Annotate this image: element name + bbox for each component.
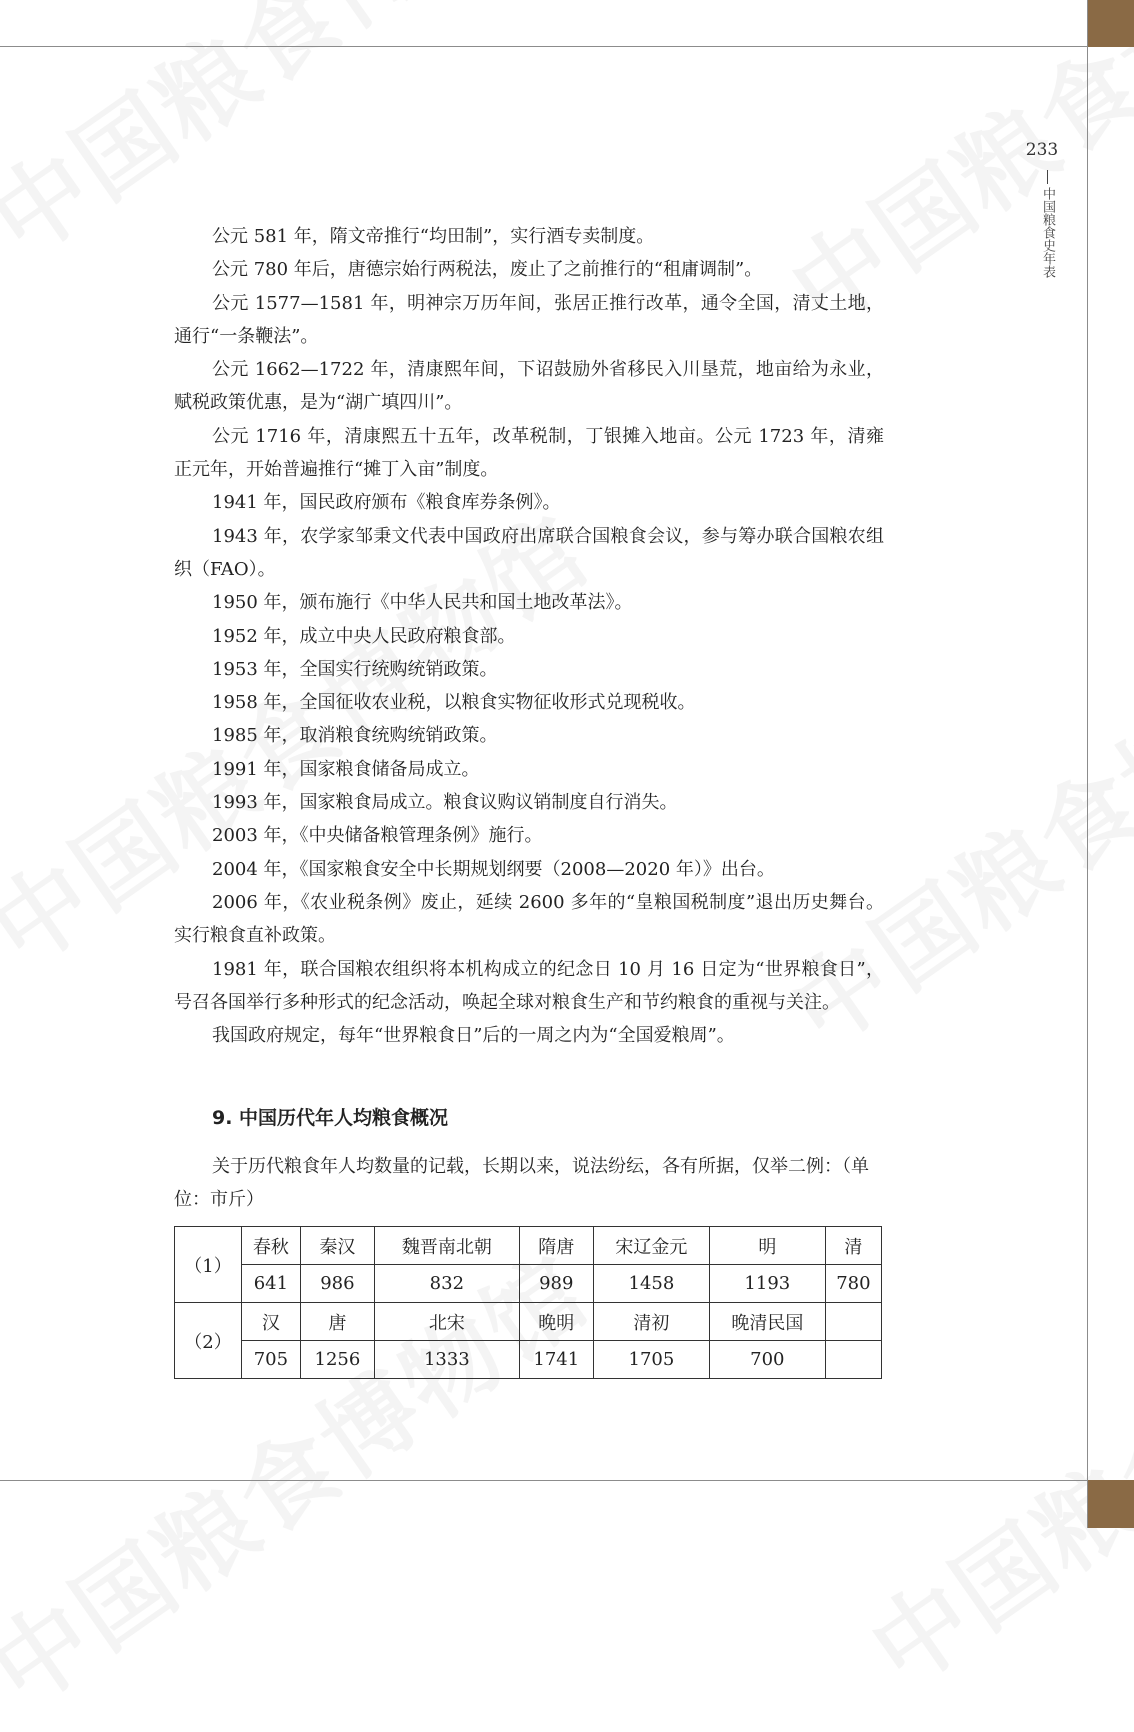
row-group-label: （2） bbox=[175, 1303, 242, 1379]
right-margin-rule bbox=[1087, 0, 1088, 1528]
paragraph: 公元 581 年，隋文帝推行“均田制”，实行酒专卖制度。 bbox=[212, 226, 655, 247]
period-cell: 清初 bbox=[593, 1303, 709, 1341]
top-rule bbox=[0, 46, 1087, 47]
paragraph: 公元 1716 年，清康熙五十五年，改革税制，丁银摊入地亩。公元 1723 年，清雍正元年，开始普遍推行“摊丁入亩”制度。 bbox=[174, 425, 884, 481]
period-cell: 北宋 bbox=[375, 1303, 520, 1341]
paragraph: 1950 年，颁布施行《中华人民共和国土地改革法》。 bbox=[212, 592, 633, 614]
period-cell: 唐 bbox=[300, 1303, 374, 1341]
chronology-text bbox=[174, 220, 884, 1052]
section-intro: 关于历代粮食年人均数量的记载，长期以来，说法纷纭，各有所据，仅举二例：（单位：市斤） bbox=[174, 1156, 869, 1211]
value-cell: 780 bbox=[825, 1265, 881, 1303]
period-cell: 隋唐 bbox=[519, 1227, 593, 1265]
value-cell: 1705 bbox=[593, 1341, 709, 1379]
period-cell bbox=[825, 1303, 881, 1341]
page-number: 233 bbox=[1025, 140, 1059, 160]
bottom-rule bbox=[0, 1480, 1087, 1481]
paragraph: 2003 年，《中央储备粮管理条例》施行。 bbox=[212, 825, 543, 847]
value-cell: 641 bbox=[242, 1265, 301, 1303]
paragraph: 我国政府规定，每年“世界粮食日”后的一周之内为“全国爱粮周”。 bbox=[212, 1025, 735, 1047]
value-cell: 1458 bbox=[593, 1265, 709, 1303]
running-head: 中国粮食史年表 bbox=[1029, 170, 1055, 278]
value-cell: 700 bbox=[709, 1341, 825, 1379]
value-cell: 1193 bbox=[709, 1265, 825, 1303]
table-row bbox=[175, 1265, 882, 1303]
paragraph: 2006 年，《农业税条例》废止，延续 2600 多年的“皇粮国税制度”退出历史舞台。实行粮食直补政策。 bbox=[174, 891, 884, 947]
table-row bbox=[175, 1341, 882, 1379]
period-cell: 春秋 bbox=[242, 1227, 301, 1265]
value-cell: 989 bbox=[519, 1265, 593, 1303]
table-row bbox=[175, 1227, 882, 1265]
row-group-label: （1） bbox=[175, 1227, 242, 1303]
value-cell: 1741 bbox=[519, 1341, 593, 1379]
paragraph: 1953 年，全国实行统购统销政策。 bbox=[212, 658, 498, 680]
paragraph: 2004 年，《国家粮食安全中长期规划纲要（2008—2020 年）》出台。 bbox=[212, 858, 775, 880]
corner-tab-top bbox=[1088, 0, 1134, 47]
period-cell: 清 bbox=[825, 1227, 881, 1265]
period-cell: 汉 bbox=[242, 1303, 301, 1341]
corner-tab-bottom bbox=[1088, 1480, 1134, 1528]
paragraph: 1993 年，国家粮食局成立。粮食议购议销制度自行消失。 bbox=[212, 792, 678, 814]
value-cell: 1333 bbox=[375, 1341, 520, 1379]
period-cell: 明 bbox=[709, 1227, 825, 1265]
paragraph: 公元 780 年后，唐德宗始行两税法，废止了之前推行的“租庸调制”。 bbox=[212, 259, 763, 281]
watermark bbox=[840, 1198, 1134, 1712]
period-cell: 晚明 bbox=[519, 1303, 593, 1341]
paragraph: 公元 1577—1581 年，明神宗万历年间，张居正推行改革，通令全国，清丈土地，通行“一条鞭法”。 bbox=[174, 292, 884, 347]
period-cell: 魏晋南北朝 bbox=[375, 1227, 520, 1265]
paragraph: 1943 年，农学家邹秉文代表中国政府出席联合国粮食会议，参与筹办联合国粮农组织（FAO）。 bbox=[174, 525, 884, 580]
value-cell bbox=[825, 1341, 881, 1379]
per-capita-grain-table bbox=[174, 1226, 882, 1379]
paragraph: 公元 1662—1722 年，清康熙年间，下诏鼓励外省移民入川垦荒，地亩给为永业，赋税政策优惠，是为“湖广填四川”。 bbox=[174, 359, 884, 414]
period-cell: 宋辽金元 bbox=[593, 1227, 709, 1265]
paragraph: 1985 年，取消粮食统购统销政策。 bbox=[212, 725, 498, 747]
paragraph: 1941 年，国民政府颁布《粮食库券条例》。 bbox=[212, 492, 561, 514]
paragraph: 1981 年，联合国粮农组织将本机构成立的纪念日 10 月 16 日定为“世界粮食日”，号召各国举行多种形式的纪念活动，唤起全球对粮食生产和节约粮食的重视与关注。 bbox=[174, 958, 884, 1013]
paragraph: 1958 年，全国征收农业税，以粮食实物征收形式兑现税收。 bbox=[212, 692, 696, 714]
period-cell: 晚清民国 bbox=[709, 1303, 825, 1341]
paragraph: 1991 年，国家粮食储备局成立。 bbox=[212, 758, 480, 780]
value-cell: 705 bbox=[242, 1341, 301, 1379]
value-cell: 832 bbox=[375, 1265, 520, 1303]
period-cell: 秦汉 bbox=[300, 1227, 374, 1265]
paragraph: 1952 年，成立中央人民政府粮食部。 bbox=[212, 625, 516, 647]
value-cell: 986 bbox=[300, 1265, 374, 1303]
value-cell: 1256 bbox=[300, 1341, 374, 1379]
section-heading: 9. 中国历代年人均粮食概况 bbox=[212, 1107, 449, 1129]
table-row bbox=[175, 1303, 882, 1341]
